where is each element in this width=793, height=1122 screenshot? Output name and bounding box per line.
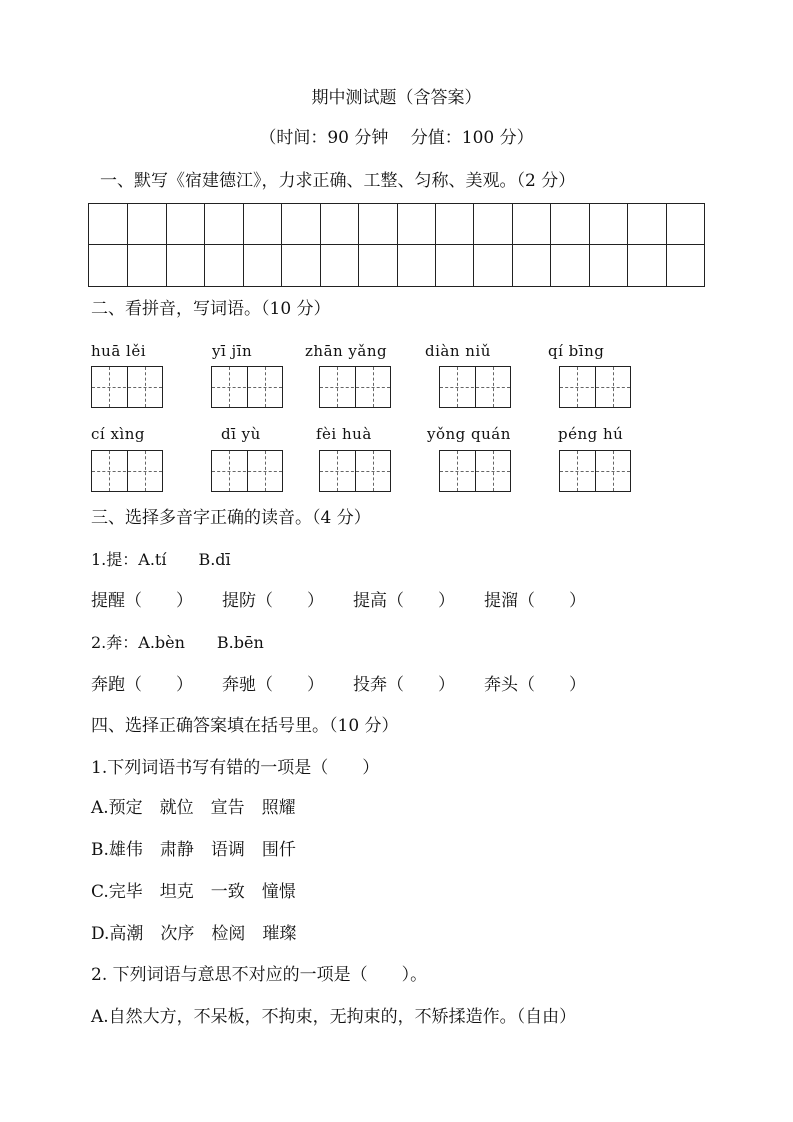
grid-cell[interactable] [397, 204, 436, 245]
q1-word[interactable]: 提醒（ ） [91, 591, 193, 611]
answer-box[interactable] [559, 366, 631, 408]
grid-cell[interactable] [512, 245, 551, 286]
pinyin-label: yǒng quán [427, 425, 511, 443]
grid-cell[interactable] [550, 245, 589, 286]
grid-cell[interactable] [166, 204, 205, 245]
box-guide-line [92, 387, 162, 388]
q2-option-a[interactable]: A.自然大方，不呆板，不拘束，无拘束的，不矫揉造作。（自由） [91, 1007, 577, 1027]
pinyin-label: péng hú [558, 425, 624, 443]
question-1: 1.下列词语书写有错的一项是（ ） [91, 758, 380, 778]
box-guide-line [440, 387, 510, 388]
grid-cell[interactable] [281, 245, 320, 286]
grid-cell[interactable] [666, 204, 704, 245]
pinyin-label: huā lěi [91, 342, 147, 360]
grid-cell[interactable] [204, 245, 243, 286]
option-b[interactable]: B.雄伟 肃静 语调 围仟 [91, 840, 296, 860]
grid-cell[interactable] [320, 245, 359, 286]
pinyin-label: fèi huà [316, 425, 372, 443]
box-guide-line [92, 471, 162, 472]
q2-word[interactable]: 投奔（ ） [353, 675, 455, 695]
grid-cell[interactable] [435, 204, 474, 245]
option-a[interactable]: A.预定 就位 宣告 照耀 [91, 798, 296, 818]
grid-cell[interactable] [589, 204, 628, 245]
writing-grid[interactable] [88, 203, 705, 287]
q1-word[interactable]: 提高（ ） [353, 591, 455, 611]
box-guide-line [212, 387, 282, 388]
grid-cell[interactable] [358, 245, 397, 286]
grid-cell[interactable] [89, 204, 128, 245]
q2-options: 2.奔：A.bèn B.bēn [91, 633, 264, 652]
q1-word[interactable]: 提溜（ ） [484, 591, 586, 611]
grid-cell[interactable] [127, 245, 166, 286]
answer-box[interactable] [439, 450, 511, 492]
box-guide-line [320, 471, 390, 472]
box-guide-line [560, 471, 630, 472]
grid-cell[interactable] [166, 245, 205, 286]
page-subtitle: （时间：90 分钟 分值：100 分） [259, 128, 534, 148]
answer-box[interactable] [559, 450, 631, 492]
pinyin-label: cí xìng [91, 425, 145, 443]
pinyin-label: zhān yǎng [305, 342, 388, 360]
q2-word[interactable]: 奔头（ ） [484, 675, 586, 695]
section2-heading: 二、看拼音，写词语。（10 分） [91, 299, 331, 319]
grid-cell[interactable] [627, 204, 666, 245]
q2-word[interactable]: 奔跑（ ） [91, 675, 193, 695]
box-guide-line [212, 471, 282, 472]
answer-box[interactable] [319, 450, 391, 492]
grid-cell[interactable] [281, 204, 320, 245]
grid-cell[interactable] [666, 245, 704, 286]
grid-cell[interactable] [512, 204, 551, 245]
grid-cell[interactable] [397, 245, 436, 286]
section1-heading: 一、默写《宿建德江》，力求正确、工整、匀称、美观。（2 分） [100, 171, 576, 191]
grid-cell[interactable] [589, 245, 628, 286]
grid-cell[interactable] [473, 204, 512, 245]
question-2: 2. 下列词语与意思不对应的一项是（ ）。 [91, 965, 428, 985]
grid-cell[interactable] [358, 204, 397, 245]
box-guide-line [320, 387, 390, 388]
pinyin-label: yī jīn [212, 342, 253, 360]
answer-box[interactable] [211, 450, 283, 492]
grid-cell[interactable] [473, 245, 512, 286]
answer-box[interactable] [319, 366, 391, 408]
grid-cell[interactable] [627, 245, 666, 286]
q1-options: 1.提：A.tí B.dī [91, 550, 231, 569]
section3-heading: 三、选择多音字正确的读音。（4 分） [91, 508, 371, 528]
page-title: 期中测试题（含答案） [311, 88, 482, 108]
grid-cell[interactable] [204, 204, 243, 245]
answer-box[interactable] [91, 450, 163, 492]
answer-box[interactable] [211, 366, 283, 408]
grid-cell[interactable] [127, 204, 166, 245]
pinyin-label: dī yù [221, 425, 261, 443]
grid-cell[interactable] [89, 245, 128, 286]
q2-word[interactable]: 奔驰（ ） [222, 675, 324, 695]
section4-heading: 四、选择正确答案填在括号里。（10 分） [91, 716, 399, 736]
grid-cell[interactable] [320, 204, 359, 245]
box-guide-line [440, 471, 510, 472]
grid-cell[interactable] [435, 245, 474, 286]
pinyin-label: qí bīng [548, 342, 605, 360]
answer-box[interactable] [439, 366, 511, 408]
answer-box[interactable] [91, 366, 163, 408]
pinyin-label: diàn niǔ [425, 342, 491, 360]
grid-cell[interactable] [550, 204, 589, 245]
box-guide-line [560, 387, 630, 388]
grid-cell[interactable] [243, 245, 282, 286]
q1-word[interactable]: 提防（ ） [222, 591, 324, 611]
option-c[interactable]: C.完毕 坦克 一致 憧憬 [91, 882, 296, 902]
grid-cell[interactable] [243, 204, 282, 245]
option-d[interactable]: D.高潮 次序 检阅 璀璨 [91, 924, 297, 944]
